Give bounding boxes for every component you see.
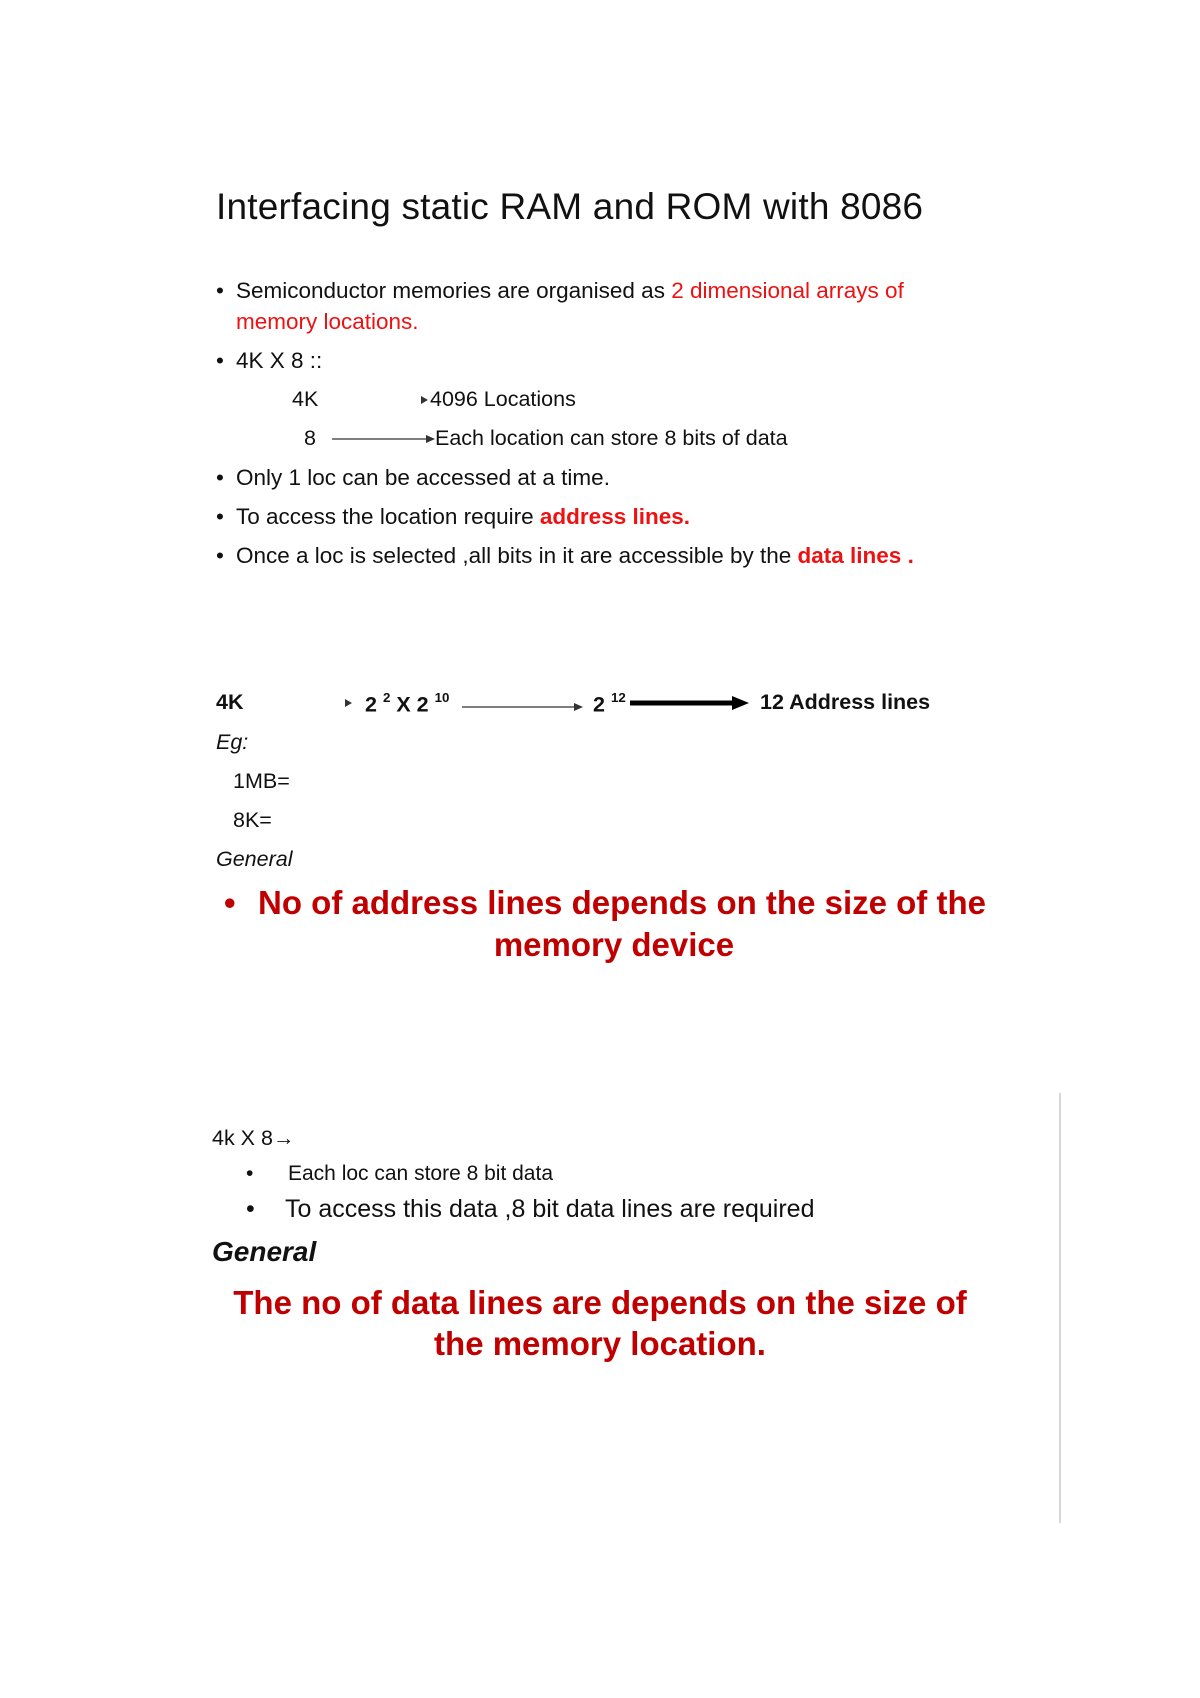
highlight-text: address lines. xyxy=(539,504,690,529)
small-arrow-icon xyxy=(419,394,429,406)
calc-4k-label: 4K xyxy=(216,690,244,714)
general-label: General xyxy=(216,847,293,871)
right-arrow-icon xyxy=(332,432,436,446)
section3-heading: 4k X 8→ xyxy=(212,1126,295,1150)
row-8-value: Each location can store 8 bits of data xyxy=(435,426,788,450)
eg-label: Eg: xyxy=(216,730,249,754)
calc-exponent: 12 xyxy=(610,690,626,705)
bullet-text: Only 1 loc can be accessed at a time. xyxy=(236,465,610,490)
data-lines-conclusion-line-1: The no of data lines are depends on the size of xyxy=(233,1284,967,1321)
bullet-dot: • xyxy=(216,504,224,529)
bullet-8bit-data xyxy=(246,1162,553,1186)
eg-8k: 8K= xyxy=(233,808,272,832)
row-8-label: 8 xyxy=(304,426,316,450)
row-4k-label: 4K xyxy=(292,387,319,411)
data-lines-conclusion-line-2: the memory location. xyxy=(434,1325,766,1362)
bullet-dot: • xyxy=(216,543,224,568)
bullet-address-lines xyxy=(216,504,690,530)
calc-result-label: 12 Address lines xyxy=(760,690,931,714)
bullet-dot: • xyxy=(216,278,224,303)
bullet-text: Each loc can store 8 bit data xyxy=(288,1162,553,1185)
bullet-text: Semiconductor memories are organised as xyxy=(236,278,672,303)
vertical-divider xyxy=(1059,1093,1061,1523)
bullet-dot: • xyxy=(224,884,236,921)
bullet-8bit-lines xyxy=(246,1195,814,1224)
bullet-organisation xyxy=(216,278,904,304)
row-4k-value: 4096 Locations xyxy=(430,387,576,411)
bullet-text: To access this data ,8 bit data lines are required xyxy=(285,1195,815,1223)
bullet-dot: • xyxy=(246,1162,254,1185)
bullet-organisation-continued: memory locations. xyxy=(236,309,419,334)
bullet-text: Once a loc is selected ,all bits in it are accessible by the xyxy=(236,543,798,568)
thick-arrow-icon xyxy=(630,693,750,713)
bullet-dot: • xyxy=(246,1195,255,1223)
highlight-text: 2 dimensional arrays of xyxy=(671,278,904,303)
calc-result-power xyxy=(593,690,626,717)
calc-base: 2 xyxy=(593,692,611,717)
calc-power-expression xyxy=(365,690,449,717)
bullet-dot: • xyxy=(216,348,224,373)
page-title: Interfacing static RAM and ROM with 8086 xyxy=(216,186,924,227)
calc-exponent: 2 xyxy=(382,690,391,705)
conclusion-line-1: No of address lines depends on the size of the xyxy=(258,884,986,921)
bullet-4kx8 xyxy=(216,348,322,374)
general-heading: General xyxy=(212,1236,317,1267)
conclusion-line-2: memory device xyxy=(493,926,735,963)
calc-exponent: 10 xyxy=(434,690,450,705)
small-arrow-icon xyxy=(343,697,353,709)
calc-base: 2 xyxy=(365,692,383,717)
eg-1mb: 1MB= xyxy=(233,769,290,793)
bullet-dot: • xyxy=(216,465,224,490)
bullet-text: To access the location require xyxy=(236,504,540,529)
right-arrow-icon xyxy=(462,700,584,714)
calc-multiply: X 2 xyxy=(390,692,435,717)
bullet-one-location xyxy=(216,465,610,491)
highlight-text: data lines . xyxy=(797,543,914,568)
address-lines-conclusion xyxy=(224,884,986,922)
bullet-text: 4K X 8 :: xyxy=(236,348,323,373)
bullet-data-lines xyxy=(216,543,914,569)
